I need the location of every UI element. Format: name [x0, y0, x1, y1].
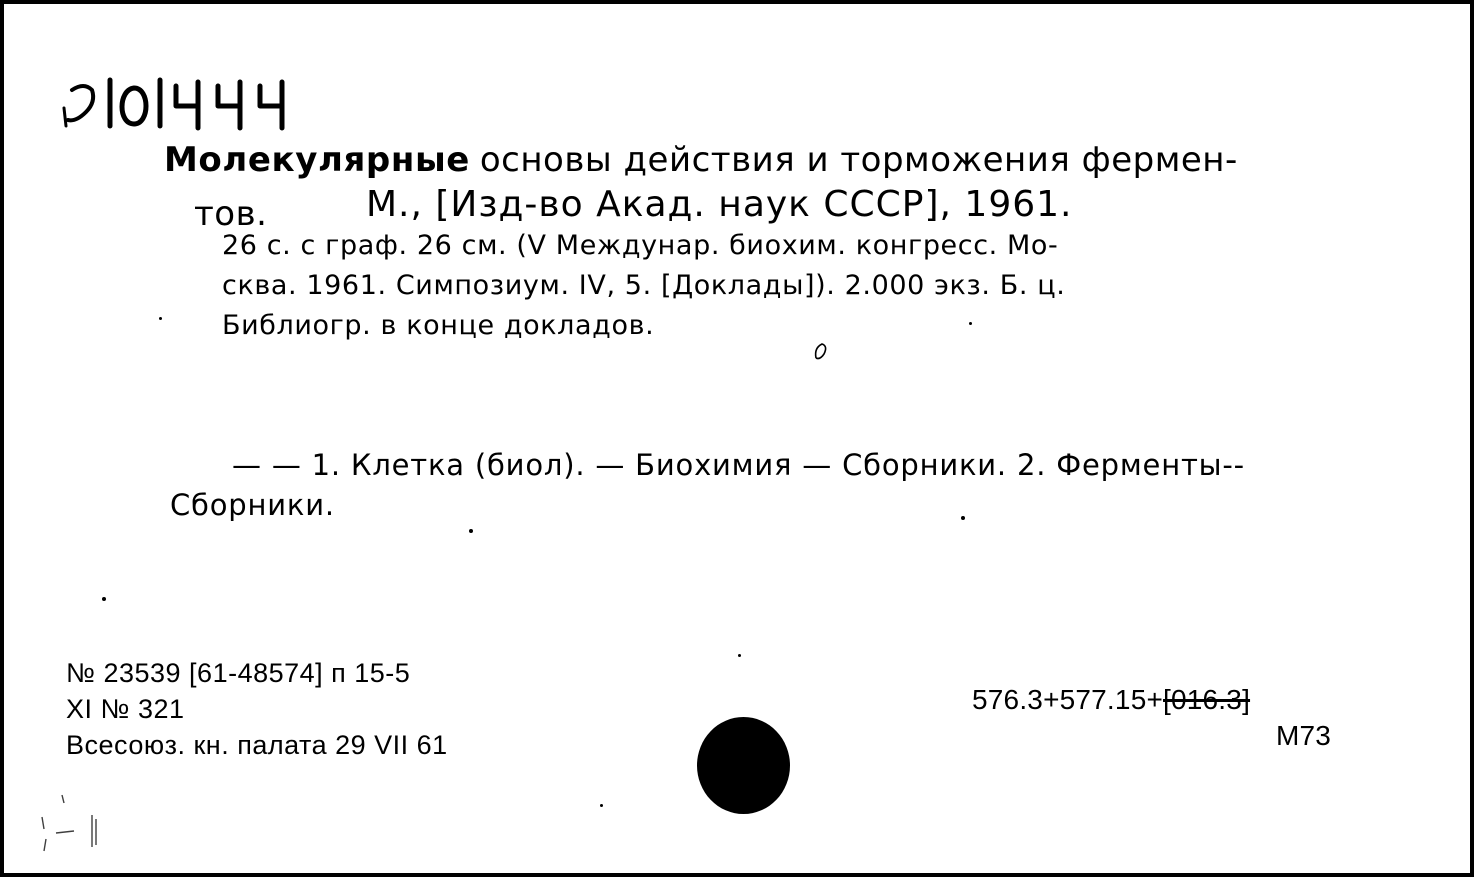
struck-classification-code: [016.3] — [1163, 684, 1251, 715]
tracings-line: — — 1. Клетка (биол). — Биохимия — Сборники. 2. Ферменты-- — [232, 448, 1245, 482]
ink-speck — [159, 317, 162, 320]
ink-speck — [969, 322, 972, 325]
title-line — [164, 138, 1238, 181]
title-bold: Молекулярные — [164, 140, 470, 180]
classification-code-list: 576.3+577.15+ — [972, 684, 1164, 715]
notes-line: сква. 1961. Симпозиум. IV, 5. [Доклады]). 2.000 экз. Б. ц. — [222, 270, 1066, 301]
tracings-line: Сборники. — [170, 488, 335, 522]
punch-hole — [697, 717, 790, 814]
ink-speck — [600, 804, 603, 807]
registration-line: Всесоюз. кн. палата 29 VII 61 — [66, 730, 448, 760]
title-continuation: тов. — [194, 194, 268, 234]
notes-line: Библиогр. в конце докладов. — [222, 310, 655, 341]
pencil-mark — [812, 340, 832, 362]
ink-speck — [469, 529, 473, 533]
notes-line: 26 с. с граф. 26 см. (V Междунар. биохим. конгресс. Мо- — [222, 230, 1059, 261]
handwritten-accession-number — [58, 68, 298, 138]
imprint: М., [Изд-во Акад. наук СССР], 1961. — [366, 184, 1073, 225]
registration-line: № 23539 [61-48574] п 15-5 — [66, 658, 411, 688]
ink-speck — [961, 516, 965, 520]
classification-codes — [972, 684, 1250, 716]
call-mark: М73 — [1276, 720, 1332, 751]
smudge-mark — [34, 789, 114, 859]
title-rest: основы действия и торможения фермен- — [479, 140, 1238, 180]
registration-line: XI № 321 — [66, 694, 185, 724]
ink-speck — [738, 654, 741, 657]
ink-speck — [102, 597, 106, 601]
